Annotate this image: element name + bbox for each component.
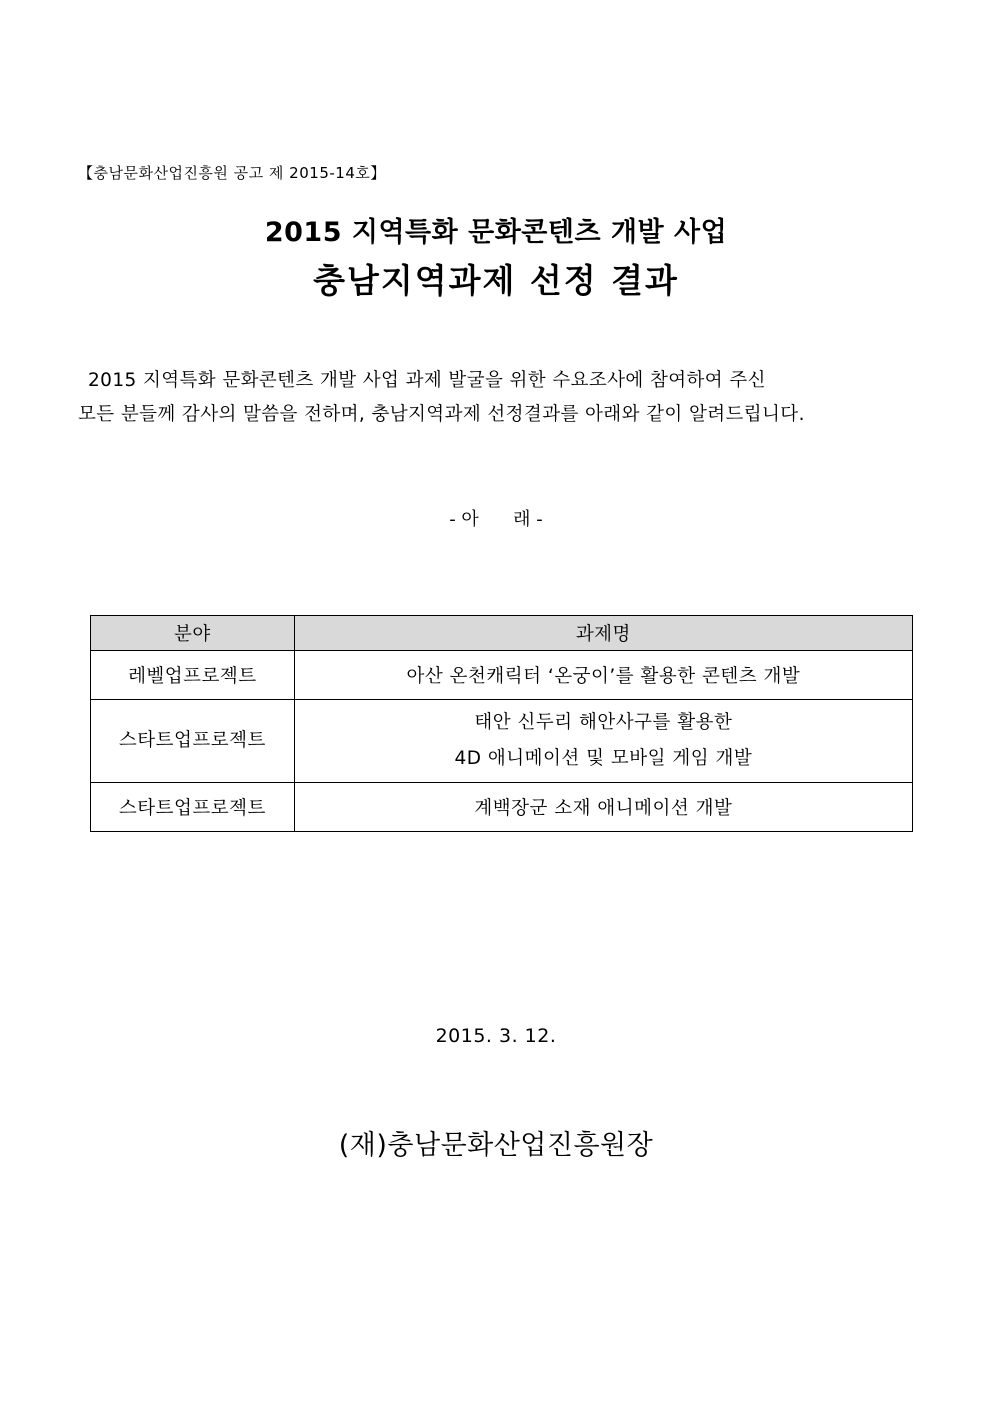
cell-task-name: [294, 783, 912, 832]
cell-task-name: [294, 651, 912, 700]
announcement-date: 2015. 3. 12.: [435, 1025, 557, 1047]
header-field: 분야: [91, 616, 295, 651]
table-row: [91, 783, 913, 832]
document-title: 2015 지역특화 문화콘텐츠 개발 사업: [264, 217, 728, 248]
table-row: [91, 700, 913, 783]
results-table: [90, 615, 913, 832]
below-heading: - 아 래 -: [449, 509, 543, 530]
body-paragraph: [78, 364, 914, 432]
cell-field: 레벨업프로젝트: [91, 651, 295, 700]
document-subtitle: 충남지역과제 선정 결과: [313, 261, 679, 300]
body-line-1: 2015 지역특화 문화콘텐츠 개발 사업 과제 발굴을 위한 수요조사에 참여하여 주신: [88, 370, 766, 391]
cell-field: 스타트업프로젝트: [91, 700, 295, 783]
cell-field: 스타트업프로젝트: [91, 783, 295, 832]
cell-task-name: [294, 700, 912, 783]
table-header-row: [91, 616, 913, 651]
table-row: [91, 651, 913, 700]
header-task-name: 과제명: [294, 616, 912, 651]
task-line: 태안 신두리 해안사구를 활용한: [474, 712, 733, 733]
task-line: 4D 애니메이션 및 모바일 게임 개발: [454, 748, 753, 769]
issuer-name: (재)충남문화산업진흥원장: [338, 1130, 654, 1161]
body-line-2: 모든 분들께 감사의 말씀을 전하며, 충남지역과제 선정결과를 아래와 같이 알려드립니다.: [78, 404, 805, 425]
task-line: 아산 온천캐릭터 ‘온궁이’를 활용한 콘텐츠 개발: [406, 666, 801, 687]
task-line: 계백장군 소재 애니메이션 개발: [474, 798, 733, 819]
notice-number: 【충남문화산업진흥원 공고 제 2015-14호】: [78, 164, 386, 182]
